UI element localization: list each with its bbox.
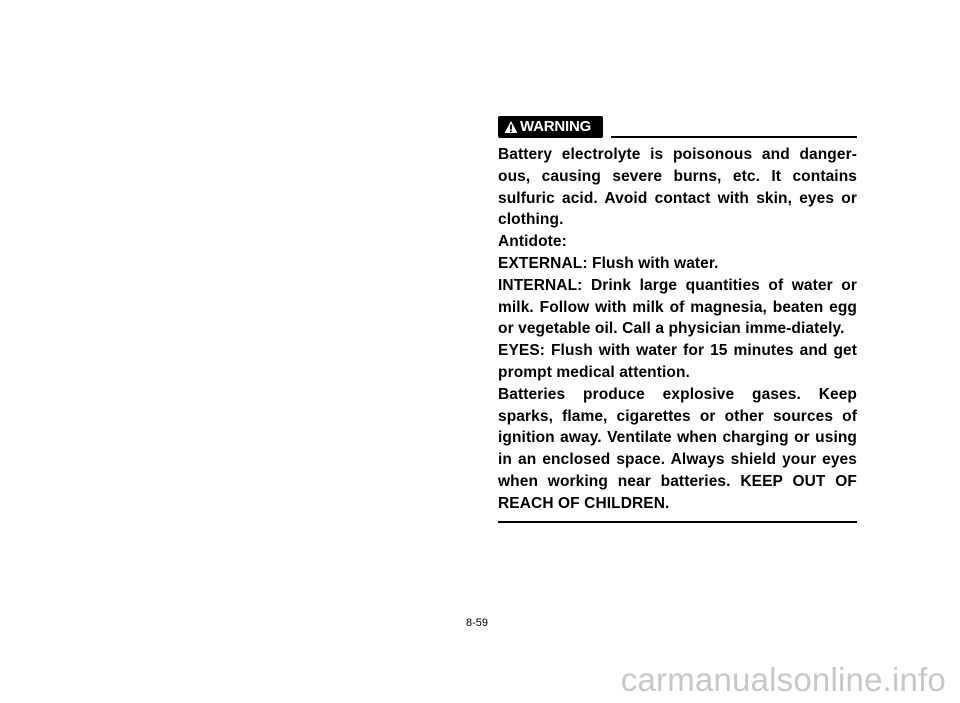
warning-block bbox=[498, 116, 857, 523]
warning-paragraph-external: EXTERNAL: Flush with water. bbox=[498, 254, 719, 272]
header-rule bbox=[611, 136, 857, 138]
page-number: 8-59 bbox=[466, 617, 489, 629]
warning-paragraph-internal: INTERNAL: Drink large quantities of water or milk. Follow with milk of magnesia, beaten egg or vegetable oil. Call a physician imme-diately. bbox=[498, 276, 857, 338]
warning-paragraph-eyes: EYES: Flush with water for 15 minutes and get prompt medical attention. bbox=[498, 342, 857, 381]
warning-badge bbox=[498, 116, 603, 138]
warning-paragraph-antidote: Antidote: bbox=[498, 233, 567, 251]
footer-rule bbox=[498, 521, 857, 523]
warning-header bbox=[498, 116, 857, 138]
warning-label: WARNING bbox=[520, 118, 592, 135]
warning-triangle-icon bbox=[504, 120, 518, 134]
watermark: carmanualsonline.info bbox=[620, 661, 946, 698]
warning-paragraph-gases: Batteries produce explosive gases. Keep sparks, flame, cigarettes or other sources of ignition away. Ventilate when charging or using in an enclosed space. Always shield your eyes when working near batteries. KEEP OUT OF REACH OF CHILDREN. bbox=[498, 385, 857, 512]
warning-paragraph-electrolyte: Battery electrolyte is poisonous and danger-ous, causing severe burns, etc. It contains sulfuric acid. Avoid contact with skin, eyes or clothing. bbox=[498, 146, 857, 229]
warning-body bbox=[498, 144, 857, 515]
